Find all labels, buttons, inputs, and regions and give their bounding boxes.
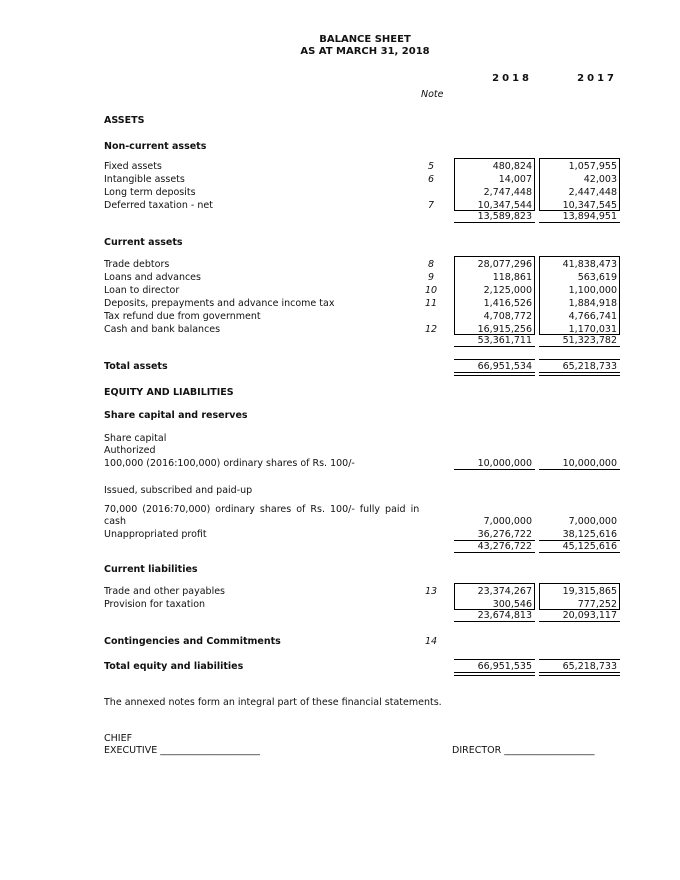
underline	[454, 346, 535, 347]
authorized-2018: 10,000,000	[477, 458, 532, 469]
authorized-description: 100,000 (2016:100,000) ordinary shares of Rs. 100/-	[104, 458, 355, 469]
total-equity-liabilities-label: Total equity and liabilities	[104, 661, 244, 672]
row-value-2017: 42,003	[583, 174, 617, 185]
row-value-2017: 1,100,000	[568, 285, 617, 296]
authorized-label: Authorized	[104, 445, 156, 456]
row-note: 12	[424, 324, 438, 335]
current-assets-heading: Current assets	[104, 237, 183, 248]
unappropriated-2017: 38,125,616	[562, 529, 617, 540]
current-assets-box-2017	[539, 256, 620, 335]
row-value-2017: 10,347,545	[562, 200, 617, 211]
underline	[454, 469, 535, 470]
row-value-2017: 41,838,473	[562, 259, 617, 270]
liabilities-box-2018	[454, 583, 535, 610]
row-note: 11	[424, 298, 438, 309]
row-note: 7	[427, 200, 435, 211]
row-note: 5	[427, 161, 435, 172]
overline	[539, 359, 620, 360]
unappropriated-2018: 36,276,722	[477, 529, 532, 540]
double-underline	[539, 375, 620, 376]
unappropriated-profit-label: Unappropriated profit	[104, 529, 207, 540]
row-note: 10	[424, 285, 438, 296]
liabilities-total-2018: 23,674,813	[477, 610, 532, 621]
double-underline	[454, 372, 535, 373]
row-value-2018: 480,824	[492, 161, 532, 172]
issued-heading: Issued, subscribed and paid-up	[104, 485, 253, 496]
page-subtitle: AS AT MARCH 31, 2018	[300, 46, 430, 57]
year-header-2017: 2017	[577, 73, 617, 84]
contingencies-note: 14	[424, 636, 438, 647]
underline	[539, 222, 620, 223]
row-value-2017: 4,766,741	[568, 311, 617, 322]
row-note: 6	[427, 174, 435, 185]
row-label: Provision for taxation	[104, 599, 206, 610]
underline	[539, 621, 620, 622]
row-label: Fixed assets	[104, 161, 162, 172]
assets-heading: ASSETS	[104, 115, 145, 126]
underline	[539, 469, 620, 470]
non-current-total-2017: 13,894,951	[562, 211, 617, 222]
row-label: Long term deposits	[104, 187, 196, 198]
underline	[539, 552, 620, 553]
year-header-2018: 2018	[492, 73, 532, 84]
row-value-2018: 28,077,296	[477, 259, 532, 270]
non-current-box-2018	[454, 158, 535, 211]
issued-2018: 7,000,000	[483, 516, 532, 527]
non-current-total-2018: 13,589,823	[477, 211, 532, 222]
liabilities-box-2017	[539, 583, 620, 610]
equity-subtotal-2018: 43,276,722	[477, 541, 532, 552]
row-value-2017: 563,619	[577, 272, 617, 283]
double-underline	[454, 675, 535, 676]
row-note: 8	[427, 259, 435, 270]
row-note: 13	[424, 586, 438, 597]
issued-description: 70,000 (2016:70,000) ordinary shares of Rs. 100/- fully paid in	[104, 504, 420, 515]
note-column-header: Note	[421, 89, 444, 100]
issued-description-cont: cash	[104, 516, 127, 527]
total-assets-label: Total assets	[104, 361, 168, 372]
liabilities-total-2017: 20,093,117	[562, 610, 617, 621]
row-value-2018: 16,915,256	[477, 324, 532, 335]
row-label: Deferred taxation - net	[104, 200, 213, 211]
equity-subtotal-2017: 45,125,616	[562, 541, 617, 552]
row-label: Deposits, prepayments and advance income tax	[104, 298, 335, 309]
double-underline	[539, 675, 620, 676]
double-underline	[454, 672, 535, 673]
double-underline	[539, 372, 620, 373]
non-current-box-2017	[539, 158, 620, 211]
total-assets-2018: 66,951,534	[477, 361, 532, 372]
total-equity-liabilities-2018: 66,951,535	[477, 661, 532, 672]
equity-liabilities-heading: EQUITY AND LIABILITIES	[104, 387, 234, 398]
row-value-2017: 2,447,448	[568, 187, 617, 198]
row-label: Loan to director	[104, 285, 180, 296]
current-liabilities-heading: Current liabilities	[104, 564, 198, 575]
director-signature-line: DIRECTOR ___________________	[452, 745, 595, 756]
row-value-2018: 2,125,000	[483, 285, 532, 296]
double-underline	[454, 375, 535, 376]
underline	[454, 222, 535, 223]
row-value-2017: 1,884,918	[568, 298, 617, 309]
double-underline	[539, 672, 620, 673]
row-label: Trade and other payables	[104, 586, 226, 597]
row-label: Intangible assets	[104, 174, 185, 185]
row-value-2018: 300,546	[492, 599, 532, 610]
issued-2017: 7,000,000	[568, 516, 617, 527]
current-assets-box-2018	[454, 256, 535, 335]
row-label: Cash and bank balances	[104, 324, 221, 335]
share-capital-label: Share capital	[104, 433, 167, 444]
row-value-2017: 19,315,865	[562, 586, 617, 597]
row-note: 9	[427, 272, 435, 283]
row-value-2017: 1,170,031	[568, 324, 617, 335]
total-assets-2017: 65,218,733	[562, 361, 617, 372]
contingencies-label: Contingencies and Commitments	[104, 636, 281, 647]
row-value-2018: 2,747,448	[483, 187, 532, 198]
overline	[539, 659, 620, 660]
overline	[454, 659, 535, 660]
current-assets-total-2018: 53,361,711	[477, 335, 532, 346]
row-value-2017: 777,252	[577, 599, 617, 610]
overline	[454, 359, 535, 360]
non-current-assets-heading: Non-current assets	[104, 141, 207, 152]
row-value-2018: 23,374,267	[477, 586, 532, 597]
row-value-2018: 10,347,544	[477, 200, 532, 211]
row-label: Loans and advances	[104, 272, 201, 283]
row-value-2018: 4,708,772	[483, 311, 532, 322]
underline	[454, 621, 535, 622]
total-equity-liabilities-2017: 65,218,733	[562, 661, 617, 672]
row-value-2018: 1,416,526	[483, 298, 532, 309]
row-label: Trade debtors	[104, 259, 170, 270]
row-value-2018: 118,861	[492, 272, 532, 283]
underline	[454, 552, 535, 553]
chief-executive-label: CHIEF	[104, 733, 133, 744]
underline	[539, 346, 620, 347]
page-title: BALANCE SHEET	[319, 34, 411, 45]
row-value-2017: 1,057,955	[568, 161, 617, 172]
notes-statement: The annexed notes form an integral part of these financial statements.	[104, 697, 442, 708]
chief-executive-signature-line: EXECUTIVE _____________________	[104, 745, 260, 756]
row-value-2018: 14,007	[498, 174, 532, 185]
share-capital-reserves-heading: Share capital and reserves	[104, 410, 248, 421]
row-label: Tax refund due from government	[104, 311, 261, 322]
current-assets-total-2017: 51,323,782	[562, 335, 617, 346]
authorized-2017: 10,000,000	[562, 458, 617, 469]
